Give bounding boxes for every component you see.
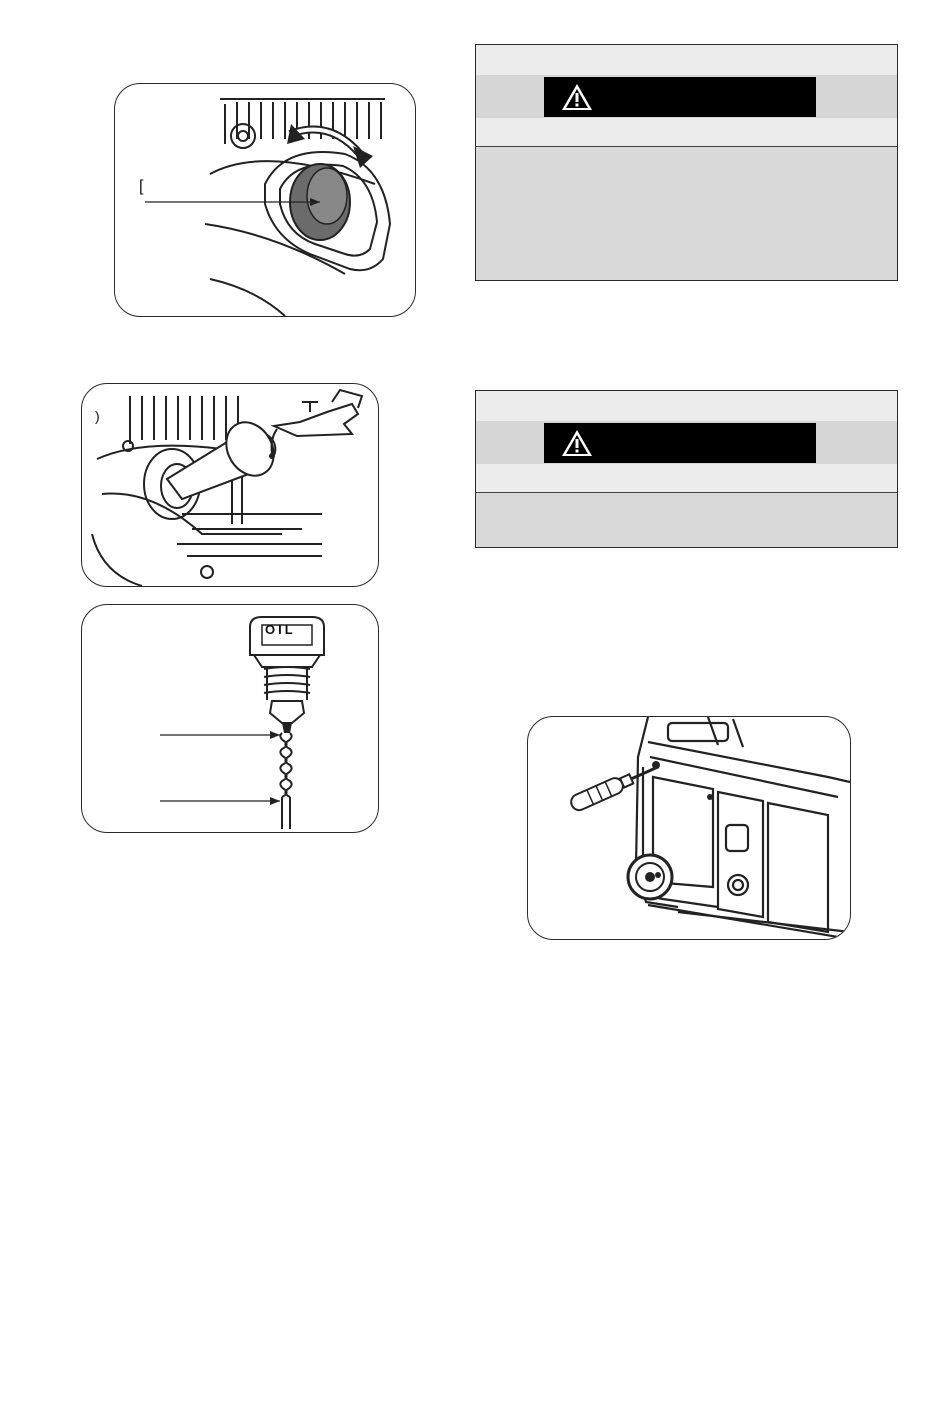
warning-body xyxy=(476,493,897,547)
dipstick-cap-label: OIL xyxy=(265,622,296,637)
figure-oil-filling xyxy=(81,383,379,587)
figure-dipstick xyxy=(81,604,379,833)
warning-body xyxy=(476,147,897,280)
warning-triangle-icon xyxy=(544,423,610,463)
oil-cap-illustration xyxy=(115,84,415,316)
warning-band-bottom xyxy=(476,464,897,493)
oil-filling-illustration xyxy=(82,384,378,586)
warning-header xyxy=(476,75,897,118)
warning-box-1 xyxy=(475,44,898,281)
dipstick-illustration xyxy=(82,605,378,832)
warning-band-top xyxy=(476,45,897,75)
figure-panel-screwdriver xyxy=(527,716,851,940)
callout-oil-cap: [ xyxy=(139,178,144,195)
warning-label xyxy=(544,423,816,463)
warning-triangle-icon xyxy=(544,77,610,117)
callout-oil-fill: ) xyxy=(95,408,100,424)
warning-label xyxy=(544,77,816,117)
warning-box-2 xyxy=(475,390,898,548)
warning-band-top xyxy=(476,391,897,421)
figure-oil-cap-removal xyxy=(114,83,416,317)
panel-screwdriver-illustration xyxy=(528,717,850,939)
warning-header xyxy=(476,421,897,464)
warning-band-bottom xyxy=(476,118,897,147)
